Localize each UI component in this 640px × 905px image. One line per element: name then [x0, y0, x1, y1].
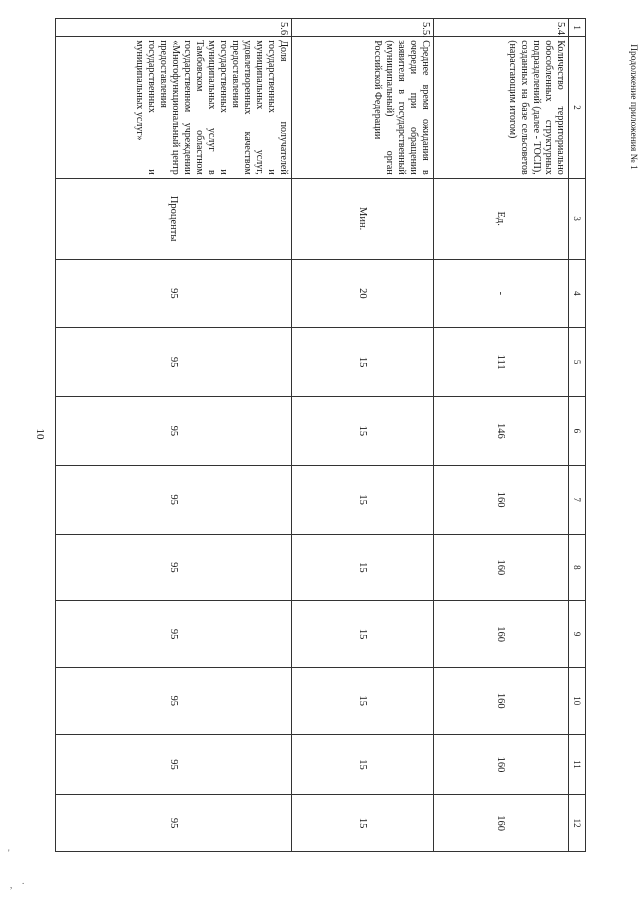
row-number: 5.6.	[56, 19, 292, 37]
header-cell: 12	[569, 795, 586, 852]
header-cell: 10	[569, 667, 586, 734]
unit-cell: Проценты	[56, 178, 292, 259]
header-cell: 4	[569, 259, 586, 328]
value-cell: 95	[56, 465, 292, 534]
value-cell: 15	[292, 601, 434, 668]
value-cell: 15	[292, 534, 434, 601]
margin-mark: ,	[10, 880, 13, 890]
value-cell: 160	[434, 734, 569, 795]
table-row	[292, 19, 434, 852]
value-cell: 15	[292, 397, 434, 466]
unit-cell: Мин.	[292, 178, 434, 259]
indicator-table-wrapper	[55, 18, 586, 852]
value-cell: 95	[56, 667, 292, 734]
header-cell: 11	[569, 734, 586, 795]
value-cell: 95	[56, 734, 292, 795]
header-cell: 5	[569, 328, 586, 397]
indicator-name: Доля получателей государственных и муниципальных услуг, удовлетворенных качеством предоставления государственных и муниципальных услуг в Тамбовском областном государственном учреждении «Многофункциональный центр предоставления государственных и муниципальных услуг»	[56, 37, 292, 179]
header-cell: 8	[569, 534, 586, 601]
value-cell: 160	[434, 667, 569, 734]
value-cell: 146	[434, 397, 569, 466]
value-cell: 160	[434, 534, 569, 601]
row-number: 5.5.	[292, 19, 434, 37]
header-cell: 2	[569, 37, 586, 179]
value-cell: 95	[56, 259, 292, 328]
header-cell: 3	[569, 178, 586, 259]
value-cell: 111	[434, 328, 569, 397]
page-number: 10	[34, 428, 46, 440]
indicator-table	[55, 18, 586, 852]
value-cell: 95	[56, 795, 292, 852]
value-cell: 95	[56, 534, 292, 601]
value-cell: 15	[292, 465, 434, 534]
indicator-name: Среднее время ожидания в очереди при обращении заявителя в государственный (муниципальный) орган Российской Федерации	[292, 37, 434, 179]
value-cell: 20	[292, 259, 434, 328]
indicator-name: Количество территориально обособленных структурных подразделений (далее - ТОСП), созданных на базе сельсоветов (нарастающим итогом)	[434, 37, 569, 179]
value-cell: 95	[56, 397, 292, 466]
value-cell: 95	[56, 601, 292, 668]
value-cell: 160	[434, 795, 569, 852]
value-cell: 15	[292, 667, 434, 734]
table-row	[434, 19, 569, 852]
value-cell: 15	[292, 795, 434, 852]
value-cell: -	[434, 259, 569, 328]
margin-mark: '	[8, 848, 10, 858]
header-cell: 1	[569, 19, 586, 37]
header-number-row	[569, 19, 586, 852]
value-cell: 15	[292, 328, 434, 397]
header-cell: 9	[569, 601, 586, 668]
header-cell: 6	[569, 397, 586, 466]
table-row	[56, 19, 292, 852]
value-cell: 160	[434, 601, 569, 668]
value-cell: 95	[56, 328, 292, 397]
value-cell: 160	[434, 465, 569, 534]
margin-mark: .	[22, 876, 25, 886]
unit-cell: Ед.	[434, 178, 569, 259]
continuation-note: Продолжение приложения № 1	[628, 44, 638, 170]
row-number: 5.4.	[434, 19, 569, 37]
header-cell: 7	[569, 465, 586, 534]
value-cell: 15	[292, 734, 434, 795]
